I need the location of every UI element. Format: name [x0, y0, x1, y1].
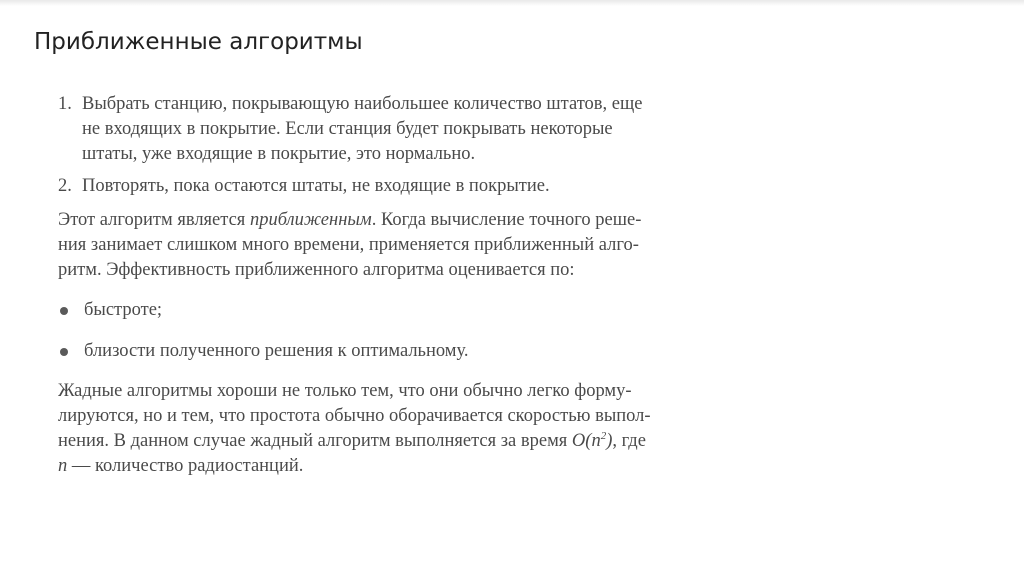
paragraph-text: нения. В данном случае жадный алгоритм выполняется за время [58, 431, 572, 451]
paragraph-line: ритм. Эффективность приближенного алгоритма оценивается по: [58, 260, 575, 280]
paragraph-line: лируются, но и тем, что простота обычно оборачивается скоростью выпол- [58, 406, 651, 426]
paragraph-line [58, 429, 778, 454]
slide-body [58, 92, 778, 479]
bullet-icon [60, 307, 68, 315]
paragraph-text: , где [612, 431, 646, 451]
step-text-line: не входящих в покрытие. Если станция будет покрывать некоторые [82, 119, 613, 139]
step-text-line: Повторять, пока остаются штаты, не входящие в покрытие. [82, 176, 550, 196]
numbered-step [58, 92, 778, 167]
formula-base: O(n [571, 431, 601, 451]
step-number: 1. [58, 94, 72, 114]
step-text-line: штаты, уже входящие в покрытие, это нормально. [82, 144, 476, 164]
step-number: 2. [58, 176, 72, 196]
page-top-edge [0, 0, 1024, 6]
formula-exponent: 2 [600, 430, 607, 442]
paragraph-line [58, 208, 778, 233]
paragraph-approximate-algorithm [58, 208, 778, 283]
paragraph-greedy-algorithms [58, 379, 778, 479]
bullet-text: близости полученного решения к оптимальному. [84, 341, 469, 361]
emphasized-term: приближенным [249, 210, 372, 230]
paragraph-text: Этот алгоритм является [58, 210, 250, 230]
numbered-step [58, 174, 778, 199]
step-text-line: Выбрать станцию, покрывающую наибольшее количество штатов, еще [82, 94, 643, 114]
bullet-item [58, 339, 778, 364]
formula-close: ) [606, 431, 613, 451]
paragraph-text: — количество радиостанций. [67, 456, 304, 476]
complexity-formula [572, 431, 612, 451]
bullet-text: быстроте; [84, 300, 163, 320]
variable-n: n [58, 456, 68, 476]
paragraph-line: ния занимает слишком много времени, применяется приближенный алго- [58, 235, 639, 255]
paragraph-line: Жадные алгоритмы хороши не только тем, что они обычно легко форму- [58, 381, 632, 401]
paragraph-text: . Когда вычисление точного реше- [371, 210, 642, 230]
bullet-item [58, 298, 778, 323]
paragraph-line [58, 454, 778, 479]
slide-title: Приближенные алгоритмы [34, 29, 363, 55]
bullet-icon [60, 348, 68, 356]
